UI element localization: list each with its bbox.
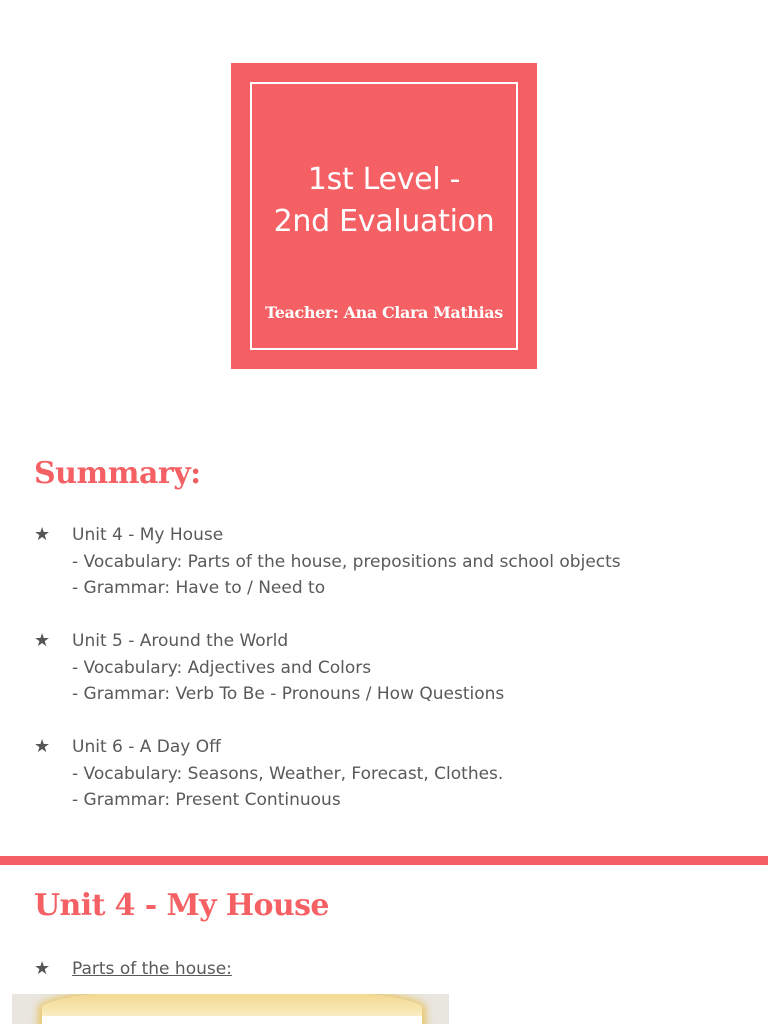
summary-heading: Summary: [34,456,201,491]
unit4-item-parts [34,956,232,982]
unit-title: Unit 4 - My House [72,525,224,545]
unit-grammar: - Grammar: Have to / Need to [72,578,326,599]
cover-title-line-1: 1st Level - [307,162,461,197]
star-bullet-icon: ★ [34,958,51,979]
parts-of-house-link[interactable]: Parts of the house: [72,959,232,979]
cover-title [231,159,537,243]
house-photo [12,994,449,1024]
star-bullet-icon: ★ [34,630,51,651]
unit-title: Unit 6 - A Day Off [72,737,221,757]
section-divider [0,856,768,865]
unit-title: Unit 5 - Around the World [72,631,289,651]
unit-vocabulary: - Vocabulary: Seasons, Weather, Forecast, Clothes. [72,763,504,784]
summary-unit-4 [34,522,621,602]
ceiling-rim [42,1016,422,1024]
unit-vocabulary: - Vocabulary: Adjectives and Colors [72,657,372,678]
unit4-heading: Unit 4 - My House [34,888,329,923]
unit-grammar: - Grammar: Verb To Be - Pronouns / How Questions [72,684,505,705]
summary-unit-6 [34,734,503,814]
star-bullet-icon: ★ [34,736,51,757]
star-bullet-icon: ★ [34,524,51,545]
unit-vocabulary: - Vocabulary: Parts of the house, prepositions and school objects [72,551,621,572]
cover-teacher: Teacher: Ana Clara Mathias [265,303,503,322]
summary-unit-5 [34,628,504,708]
cover-title-line-2: 2nd Evaluation [273,204,495,239]
cover-card [231,63,537,369]
unit-grammar: - Grammar: Present Continuous [72,790,341,811]
